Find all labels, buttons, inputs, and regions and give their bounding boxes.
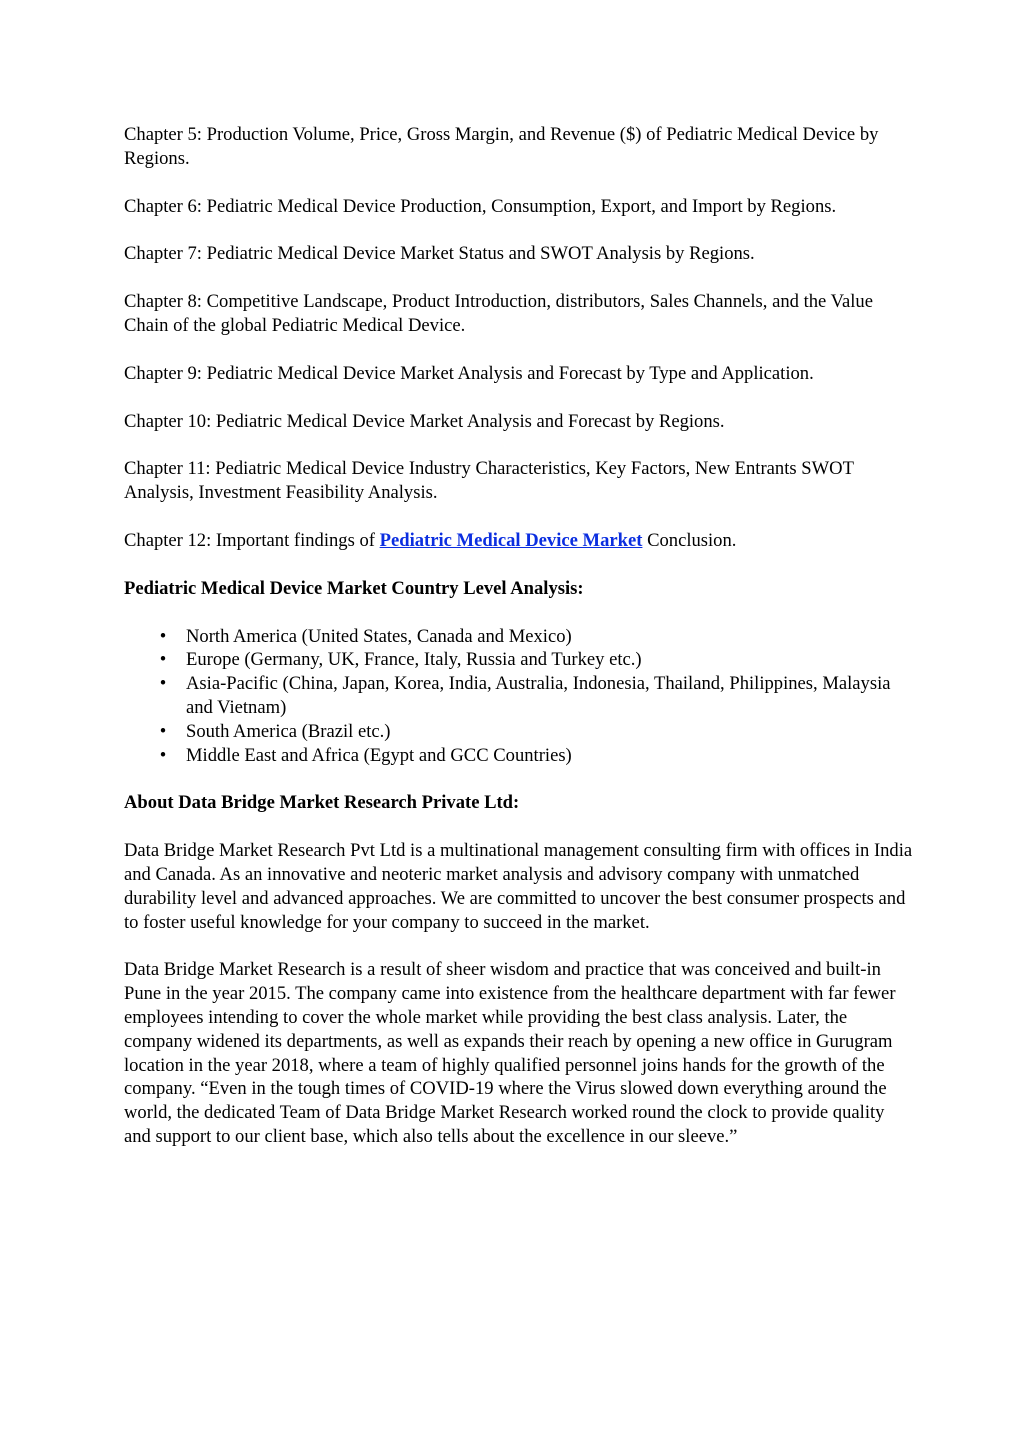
region-text: North America (United States, Canada and Mexico) xyxy=(186,625,572,647)
chapter-9-paragraph: Chapter 9: Pediatric Medical Device Market Analysis and Forecast by Type and Application. xyxy=(124,362,814,384)
bullet-icon: • xyxy=(159,673,167,695)
region-text: Asia-Pacific (China, Japan, Korea, India, Australia, Indonesia, Thailand, Philippines, Malaysia and Vietnam) xyxy=(186,673,891,718)
chapter-12-suffix: Conclusion. xyxy=(642,529,737,551)
list-item xyxy=(124,672,914,720)
market-report-link[interactable]: Pediatric Medical Device Market xyxy=(379,529,643,551)
document-page xyxy=(124,123,914,1173)
bullet-icon: • xyxy=(159,744,167,766)
list-item xyxy=(124,720,914,744)
chapter-8-paragraph: Chapter 8: Competitive Landscape, Product Introduction, distributors, Sales Channels, and the Value Chain of the global Pediatric Medical Device. xyxy=(124,291,873,336)
chapter-12-prefix: Chapter 12: Important findings of xyxy=(124,529,380,551)
region-text: South America (Brazil etc.) xyxy=(186,720,391,742)
chapter-6-paragraph: Chapter 6: Pediatric Medical Device Production, Consumption, Export, and Import by Regions. xyxy=(124,195,837,217)
region-list xyxy=(124,625,914,768)
list-item xyxy=(124,744,914,768)
region-text: Europe (Germany, UK, France, Italy, Russia and Turkey etc.) xyxy=(186,649,642,671)
bullet-icon: • xyxy=(159,649,167,671)
list-item xyxy=(124,648,914,672)
chapter-5-paragraph: Chapter 5: Production Volume, Price, Gross Margin, and Revenue ($) of Pediatric Medical Device by Regions. xyxy=(124,124,879,169)
about-paragraph-1: Data Bridge Market Research Pvt Ltd is a multinational management consulting firm with offices in India and Canada. As an innovative and neoteric market analysis and advisory company with unmatched durability level and advanced approaches. We are committed to uncover the best consumer prospects and to foster useful knowledge for your company to succeed in the market. xyxy=(124,840,913,933)
chapter-11-paragraph: Chapter 11: Pediatric Medical Device Industry Characteristics, Key Factors, New Entrants SWOT Analysis, Investment Feasibility Analysis. xyxy=(124,458,854,504)
about-paragraph-2: Data Bridge Market Research is a result of sheer wisdom and practice that was conceived and built-in Pune in the year 2015. The company came into existence from the healthcare department with far fewer employees intending to cover the whole market while providing the best class analysis. Later, the company widened its departments, as well as expands their reach by opening a new office in Gurugram location in the year 2018, where a team of highly qualified personnel joins hands for the growth of the company. “Even in the tough times of COVID-19 where the Virus slowed down everything around the world, the dedicated Team of Data Bridge Market Research worked round the clock to provide quality and support to our client base, which also tells about the excellence in our sleeve.” xyxy=(124,959,896,1147)
region-text: Middle East and Africa (Egypt and GCC Countries) xyxy=(186,744,572,766)
about-heading: About Data Bridge Market Research Private Ltd: xyxy=(124,792,520,814)
bullet-icon: • xyxy=(159,720,167,742)
chapter-12-paragraph xyxy=(124,529,914,553)
chapter-7-paragraph: Chapter 7: Pediatric Medical Device Market Status and SWOT Analysis by Regions. xyxy=(124,243,755,265)
list-item xyxy=(124,625,914,649)
country-analysis-heading: Pediatric Medical Device Market Country Level Analysis: xyxy=(124,577,584,599)
chapter-10-paragraph: Chapter 10: Pediatric Medical Device Market Analysis and Forecast by Regions. xyxy=(124,410,725,432)
bullet-icon: • xyxy=(159,625,167,647)
